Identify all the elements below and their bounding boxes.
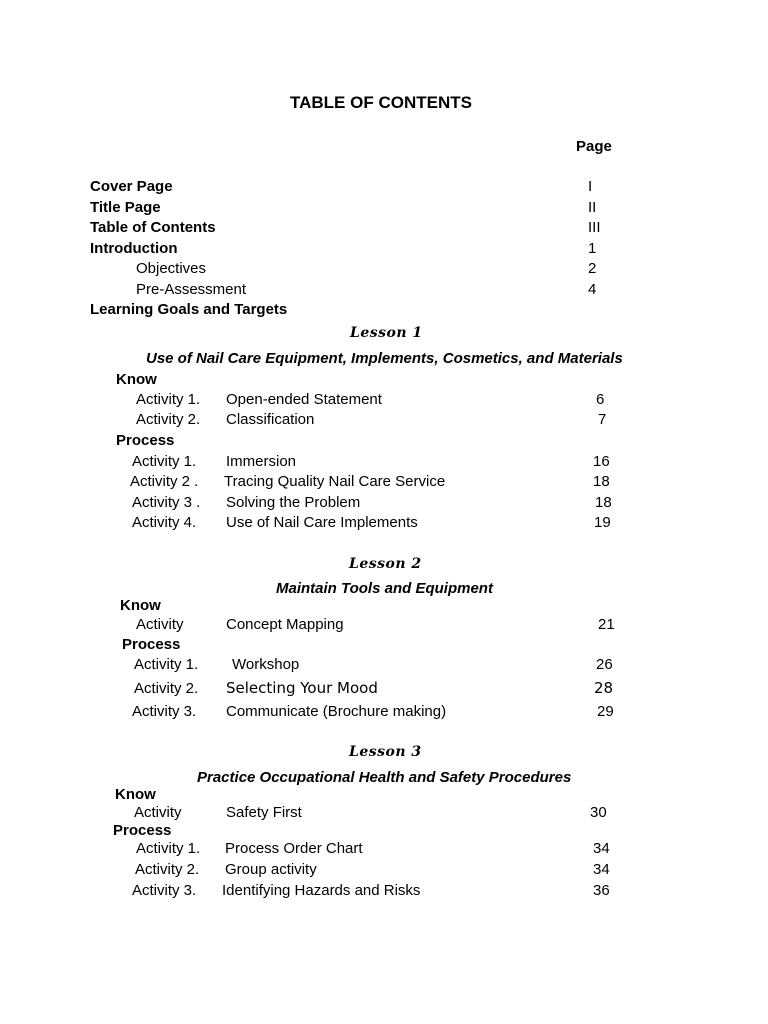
activity-name: Selecting Your Mood [226, 679, 378, 697]
activity-name: Safety First [226, 804, 302, 821]
lesson-heading: Lesson 1 [350, 325, 423, 341]
activity-name: Process Order Chart [225, 840, 363, 857]
section-process-label: Process [116, 432, 175, 449]
activity-name: Immersion [226, 453, 297, 470]
toc-subentry-label: Objectives [136, 260, 207, 277]
activity-number: Activity 3. [132, 703, 197, 720]
activity-number: Activity 2 . [130, 473, 199, 490]
activity-name: Identifying Hazards and Risks [222, 882, 421, 899]
activity-name: Communicate (Brochure making) [226, 703, 447, 720]
activity-name: Solving the Problem [226, 494, 361, 511]
section-process-label: Process [113, 822, 172, 839]
activity-name: Tracing Quality Nail Care Service [224, 473, 446, 490]
lesson-title: Use of Nail Care Equipment, Implements, Cosmetics, and Materials [146, 350, 623, 367]
activity-page: 7 [598, 411, 607, 428]
section-process-label: Process [122, 636, 181, 653]
activity-number: Activity 2. [136, 411, 201, 428]
activity-page: 21 [598, 616, 615, 633]
toc-entry-label: Table of Contents [90, 219, 216, 236]
toc-entry-label: Title Page [90, 199, 161, 216]
activity-name: Use of Nail Care Implements [226, 514, 418, 531]
toc-entry-page: III [588, 219, 601, 236]
section-know-label: Know [115, 786, 156, 803]
activity-name: Group activity [225, 861, 317, 878]
lesson-heading: Lesson 2 [349, 556, 422, 572]
lesson-heading: Lesson 3 [349, 744, 422, 760]
toc-entry-page: 4 [588, 281, 597, 298]
activity-number: Activity [136, 616, 184, 633]
activity-page: 29 [597, 703, 614, 720]
activity-name: Concept Mapping [226, 616, 344, 633]
activity-page: 18 [595, 494, 612, 511]
activity-number: Activity 2. [134, 680, 199, 697]
toc-entry-page: II [588, 199, 597, 216]
activity-number: Activity 4. [132, 514, 197, 531]
toc-entry-label: Cover Page [90, 178, 173, 195]
activity-page: 19 [594, 514, 611, 531]
activity-number: Activity 1. [136, 840, 201, 857]
toc-entry-label: Introduction [90, 240, 178, 257]
activity-name: Open-ended Statement [226, 391, 382, 408]
page-title: TABLE OF CONTENTS [290, 93, 472, 112]
activity-page: 6 [596, 391, 605, 408]
activity-number: Activity [134, 804, 182, 821]
toc-entry-page: 1 [588, 240, 597, 257]
toc-entry-page: I [588, 178, 593, 195]
activity-page: 16 [593, 453, 610, 470]
toc-entry-page: 2 [588, 260, 597, 277]
activity-page: 34 [593, 861, 610, 878]
toc-entry-label: Learning Goals and Targets [90, 301, 288, 318]
activity-page: 34 [593, 840, 610, 857]
activity-number: Activity 1. [136, 391, 201, 408]
activity-page: 30 [590, 804, 607, 821]
lesson-title: Maintain Tools and Equipment [276, 580, 493, 597]
activity-name: Workshop [232, 656, 300, 673]
activity-page: 26 [596, 656, 613, 673]
activity-number: Activity 3 . [132, 494, 201, 511]
activity-number: Activity 3. [132, 882, 197, 899]
activity-number: Activity 1. [132, 453, 197, 470]
section-know-label: Know [120, 597, 161, 614]
activity-page: 36 [593, 882, 610, 899]
activity-page: 28 [594, 679, 614, 697]
activity-number: Activity 2. [135, 861, 200, 878]
lesson-title: Practice Occupational Health and Safety Procedures [197, 769, 572, 786]
section-know-label: Know [116, 371, 157, 388]
page-column-header: Page [576, 138, 612, 155]
toc-subentry-label: Pre-Assessment [136, 281, 247, 298]
activity-number: Activity 1. [134, 656, 199, 673]
activity-page: 18 [593, 473, 610, 490]
activity-name: Classification [226, 411, 315, 428]
